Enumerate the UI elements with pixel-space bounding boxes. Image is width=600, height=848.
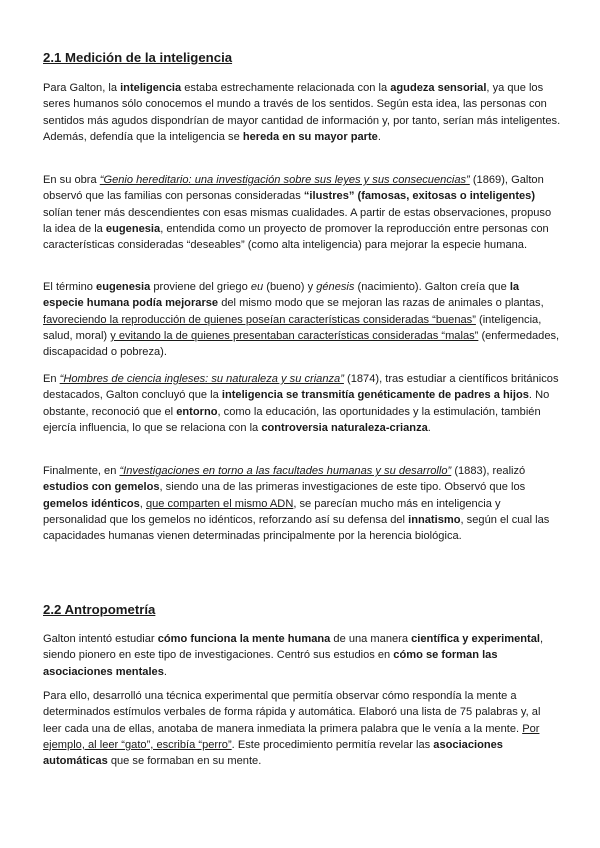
bold-text: gemelos idénticos <box>43 497 140 510</box>
text-run: de una manera <box>330 633 412 645</box>
work-title: “Investigaciones en torno a las facultades humanas y su desarrollo” <box>119 465 452 477</box>
text-run: . Este procedimiento permitía revelar las <box>231 738 434 751</box>
bold-text: eugenesia <box>96 281 151 293</box>
bold-text: asociaciones automáticas <box>43 738 503 768</box>
bold-text: controversia naturaleza-crianza <box>261 421 428 434</box>
italic-text: eu <box>250 281 264 293</box>
paragraph <box>43 631 561 680</box>
work-title: “Genio hereditario: una investigación sobre sus leyes y sus consecuencias” <box>99 174 470 186</box>
text-run: , entendida como un proyecto de promover la reproducción entre personas con características consideradas “deseables” (como alta inteligencia) para mejorar la especie humana. <box>43 222 549 252</box>
bold-text: cómo funciona la mente humana <box>157 633 331 645</box>
text-run: , siendo una de las primeras investigaciones de este tipo. Observó que los <box>159 481 526 494</box>
text-run: que se formaban en su mente. <box>107 755 262 768</box>
text-run: , ya que los seres humanos sólo conocemos el mundo a través de los sentidos. Según esta idea, las personas con sentidos más agudos dispondrían de mayor cantidad de información y, por tanto, serían más inteligentes. Además, defendía que la inteligencia se <box>43 82 561 143</box>
text-run: estaba estrechamente relacionada con la <box>181 82 391 94</box>
bold-text: inteligencia <box>120 82 182 94</box>
section-heading-antropometria: 2.2 Antropometría <box>43 602 156 617</box>
paragraph <box>43 279 561 360</box>
bold-text: “ilustres” (famosas, exitosas o inteligentes) <box>303 190 536 203</box>
text-run: (1869), Galton observó que las familias con personas consideradas <box>43 174 544 203</box>
text-run: del mismo modo que se mejoran las razas de animales o plantas, <box>218 297 544 310</box>
underlined-text: Por ejemplo, al leer “gato”, escribía “perro” <box>43 722 540 751</box>
work-title: “Hombres de ciencia ingleses: su naturaleza y su crianza” <box>59 373 344 385</box>
bold-text: inteligencia se transmitía genéticamente de padres a hijos <box>221 389 529 402</box>
paragraph <box>43 80 561 145</box>
text-run: , como la educación, las oportunidades y la estimulación, también ejercía influencia, lo que se relaciona con la <box>43 405 541 434</box>
text-run: (nacimiento). Galton creía que <box>354 281 510 293</box>
bold-text: innatismo <box>408 513 461 526</box>
text-run: . No obstante, reconoció que el <box>43 389 550 418</box>
text-run: (enfermedades, discapacidad o pobreza). <box>43 329 560 359</box>
text-run: En <box>43 373 60 385</box>
text-run: Galton intentó estudiar <box>43 633 158 645</box>
text-run: (1883), realizó <box>451 465 526 477</box>
text-run: . <box>377 130 381 143</box>
text-run: Para Galton, la <box>43 82 121 94</box>
text-run: , <box>139 497 146 510</box>
paragraph <box>43 172 561 253</box>
underlined-text: que comparten el mismo ADN <box>145 497 294 510</box>
bold-text: eugenesia <box>105 222 161 235</box>
section-heading-medicion: 2.1 Medición de la inteligencia <box>43 50 233 65</box>
paragraph <box>43 688 561 769</box>
text-run: , siendo pionero en este tipo de investigaciones. Centró sus estudios en <box>43 633 544 662</box>
bold-text: estudios con gemelos <box>43 481 160 494</box>
text-run: (1874), tras estudiar a científicos británicos destacados, Galton concluyó que la <box>43 373 559 402</box>
bold-text: entorno <box>176 405 218 418</box>
bold-text: hereda en su mayor parte <box>242 130 378 143</box>
text-run: (bueno) y <box>263 281 317 293</box>
text-run: En su obra <box>43 174 100 186</box>
bold-text: científica y experimental <box>411 633 540 645</box>
text-run: Finalmente, en <box>43 465 120 477</box>
paragraph <box>43 371 561 436</box>
text-run: . <box>427 421 431 434</box>
text-run: , según el cual las capacidades humanas vienen determinadas principalmente por la herencia biológica. <box>43 513 550 543</box>
text-run: proviene del griego <box>150 281 251 293</box>
bold-text: agudeza sensorial <box>390 82 487 94</box>
bold-text: la especie humana podía mejorarse <box>43 281 520 310</box>
italic-text: génesis <box>316 281 355 293</box>
text-run: solían tener más descendientes con esas mismas cualidades. A partir de estas observaciones, propuso la idea de la <box>43 206 552 235</box>
paragraph <box>43 463 561 544</box>
underlined-text: favoreciendo la reproducción de quienes poseían características consideradas “buenas” <box>43 313 476 326</box>
underlined-text: y evitando la de quienes presentaban características consideradas “malas” <box>110 329 479 342</box>
text-run: El término <box>43 281 97 293</box>
text-run: Para ello, desarrolló una técnica experimental que permitía observar cómo respondía la mente a determinados estímulos verbales de forma rápida y automática. Elaboró una lista de 75 palabras y, al leer cada una de ellas, anotaba de manera inmediata la primera palabra que le venía a la mente. <box>43 690 541 735</box>
bold-text: cómo se forman las asociaciones mentales <box>43 649 498 678</box>
text-run: (inteligencia, salud, moral) <box>43 313 542 342</box>
text-run: , se parecían mucho más en inteligencia y personalidad que los gemelos no idénticos, reforzando así su defensa del <box>43 497 501 526</box>
text-run: . <box>163 665 167 678</box>
